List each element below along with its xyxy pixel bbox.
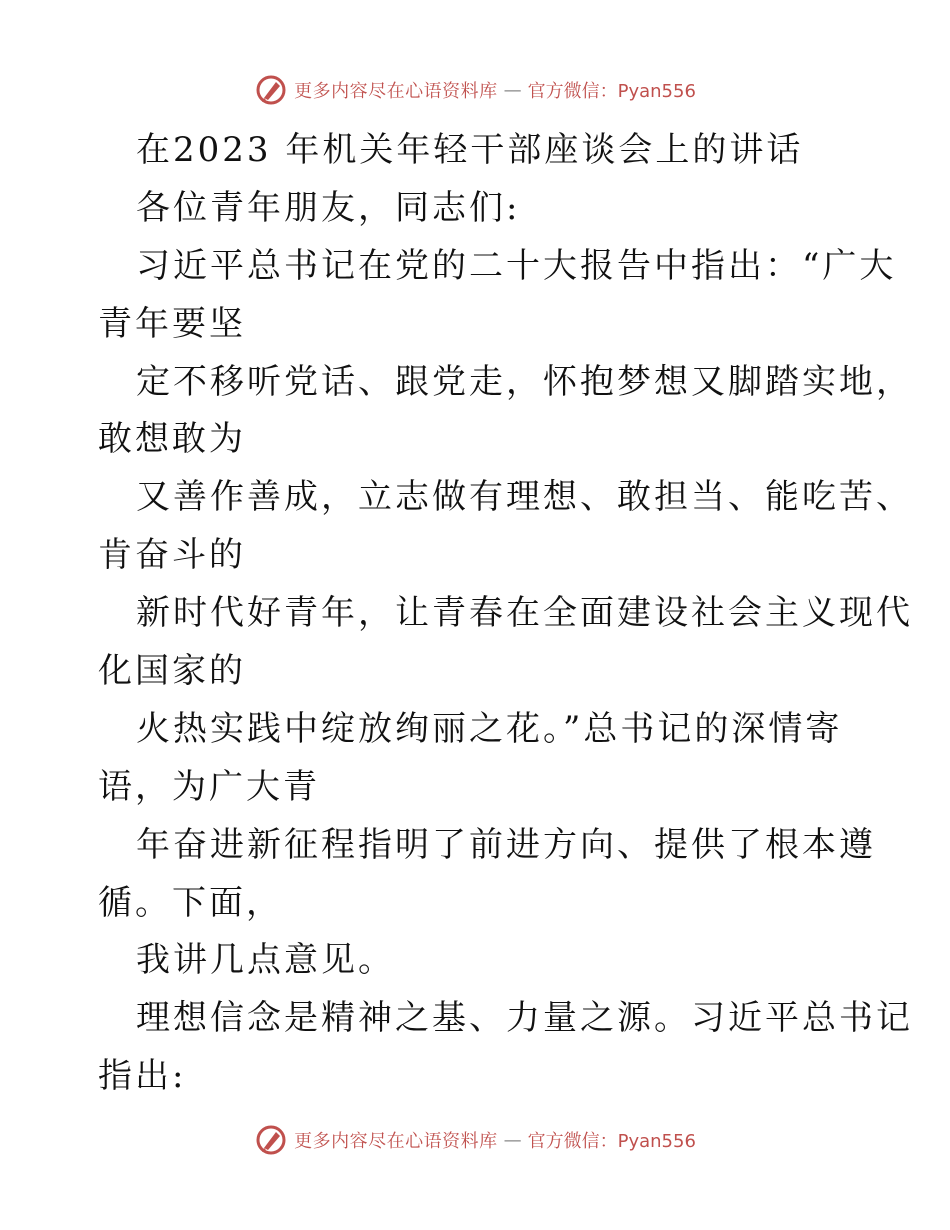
paragraph-line: 指出:: [98, 1056, 187, 1097]
paragraph-line: 又善作善成，立志做有理想、敢担当、能吃苦、: [136, 477, 913, 518]
header-watermark: [0, 70, 950, 110]
paragraph-line: 青年要坚: [98, 303, 246, 344]
paragraph-line: 理想信念是精神之基、力量之源。习近平总书记: [136, 998, 913, 1039]
paragraph-line: 新时代好青年，让青春在全面建设社会主义现代: [136, 593, 913, 634]
footer-watermark: [0, 1120, 950, 1160]
paragraph-line: 火热实践中绽放绚丽之花。”总书记的深情寄: [136, 708, 843, 749]
paragraph-line: 化国家的: [98, 651, 246, 692]
watermark-separator: —: [503, 1129, 522, 1151]
paragraph-line: 我讲几点意见。: [136, 940, 395, 981]
document-title: 在2023 年机关年轻干部座谈会上的讲话: [136, 130, 804, 170]
watermark-contact: 官方微信：Pyan556: [527, 1131, 696, 1152]
salutation: 各位青年朋友，同志们:: [136, 187, 521, 228]
pen-nib-logo-icon: [254, 1123, 288, 1157]
paragraph-line: 肯奋斗的: [98, 535, 246, 576]
watermark-contact: 官方微信：Pyan556: [527, 81, 696, 102]
pen-nib-logo-icon: [254, 73, 288, 107]
paragraph-line: 敢想敢为: [98, 419, 246, 460]
watermark-text: 更多内容尽在心语资料库: [294, 81, 498, 102]
watermark-text: 更多内容尽在心语资料库: [294, 1131, 498, 1152]
watermark-separator: —: [503, 79, 522, 101]
paragraph-line: 语，为广大青: [98, 766, 320, 807]
document-body: [98, 122, 913, 1106]
paragraph-line: 习近平总书记在党的二十大报告中指出：“广大: [136, 245, 897, 286]
paragraph-line: 定不移听党话、跟党走，怀抱梦想又脚踏实地，: [136, 361, 913, 402]
paragraph-line: 循。下面，: [98, 882, 283, 923]
paragraph-line: 年奋进新征程指明了前进方向、提供了根本遵: [136, 824, 876, 865]
